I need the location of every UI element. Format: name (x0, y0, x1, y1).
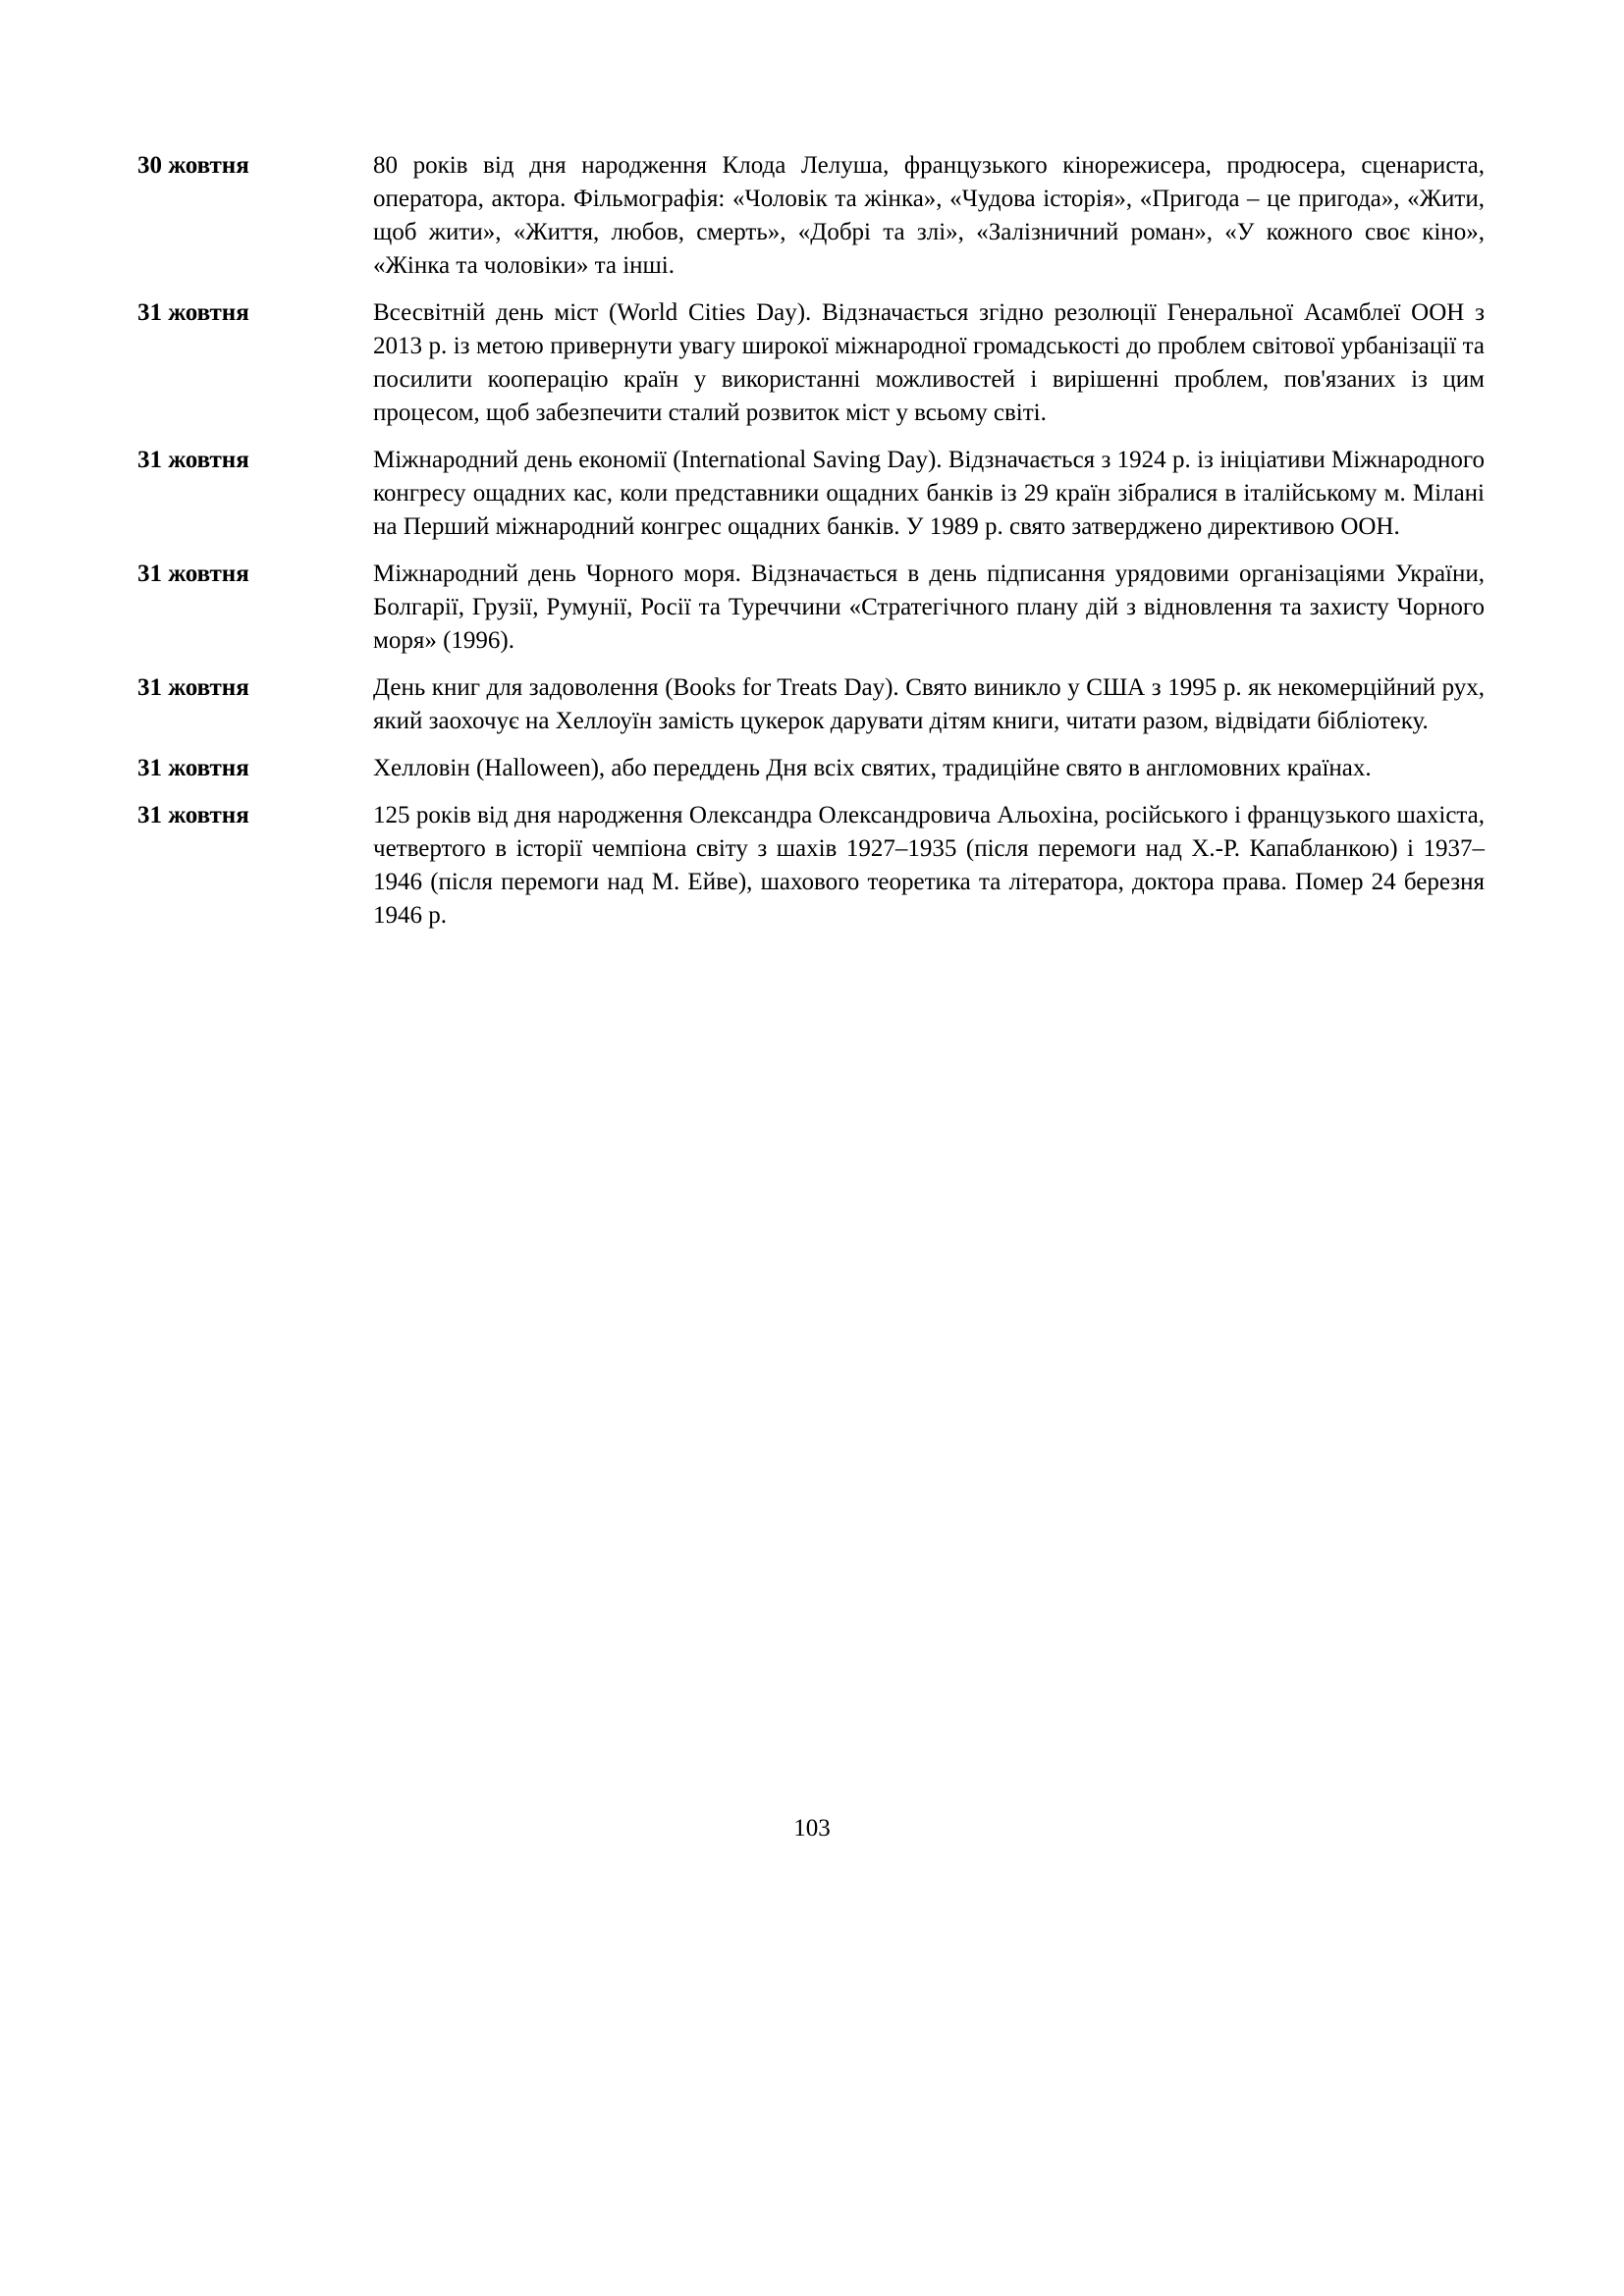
entry-date: 31 жовтня (137, 755, 249, 781)
entry-text: 125 років від дня народження Олександра Олександровича Альохіна, російського і французького шахіста, четвертого в історії чемпіона світу з шахів 1927–1935 (після перемоги над Х.-Р. Капабланкою) і 1937–1946 (після перемоги над М. Ейве), шахового теоретика та літератора, доктора права. Помер 24 березня 1946 р. (373, 802, 1485, 929)
calendar-entry (137, 799, 1485, 933)
entry-date: 30 жовтня (137, 152, 249, 179)
entry-date: 31 жовтня (137, 447, 249, 473)
entry-date: 31 жовтня (137, 802, 249, 828)
entry-date: 31 жовтня (137, 561, 249, 587)
calendar-entry (137, 149, 1485, 283)
calendar-entry (137, 558, 1485, 658)
entry-text: День книг для задоволення (Books for Treats Day). Свято виникло у США з 1995 р. як некомерційний рух, який заохочує на Хеллоуїн замість цукерок дарувати дітям книги, читати разом, відвідати бібліотеку. (373, 674, 1485, 734)
calendar-entry (137, 296, 1485, 430)
calendar-entry (137, 752, 1485, 785)
entry-text: 80 років від дня народження Клода Лелуша, французького кінорежисера, продюсера, сценариста, оператора, актора. Фільмографія: «Чоловік та жінка», «Чудова історія», «Пригода – це пригода», «Жити, щоб жити», «Життя, любов, смерть», «Добрі та злі», «Залізничний роман», «У кожного своє кіно», «Жінка та чоловіки» та інші. (373, 152, 1485, 279)
entry-text: Всесвітній день міст (World Cities Day). Відзначається згідно резолюції Генеральної Асамблеї ООН з 2013 р. із метою привернути увагу широкої міжнародної громадськості до проблем світової урбанізації та посилити кооперацію країн у використанні можливостей і вирішенні проблем, пов'язаних із цим процесом, щоб забезпечити сталий розвиток міст у всьому світі. (373, 299, 1485, 426)
entry-date: 31 жовтня (137, 674, 249, 701)
calendar-entry (137, 444, 1485, 544)
entry-text: Хелловін (Halloween), або переддень Дня всіх святих, традиційне свято в англомовних країнах. (373, 755, 1372, 781)
entry-text: Міжнародний день економії (International Saving Day). Відзначається з 1924 р. із ініціативи Міжнародного конгресу ощадних кас, коли представники ощадних банків із 29 країн зібралися в італійському м. Мілані на Перший міжнародний конгрес ощадних банків. У 1989 р. свято затверджено директивою ООН. (373, 447, 1485, 540)
calendar-entries (137, 149, 1485, 946)
entry-text: Міжнародний день Чорного моря. Відзначається в день підписання урядовими організаціями України, Болгарії, Грузії, Румунії, Росії та Туреччини «Стратегічного плану дій з відновлення та захисту Чорного моря» (1996). (373, 561, 1485, 654)
page-number: 103 (793, 1815, 831, 1842)
calendar-entry (137, 671, 1485, 738)
entry-date: 31 жовтня (137, 299, 249, 326)
